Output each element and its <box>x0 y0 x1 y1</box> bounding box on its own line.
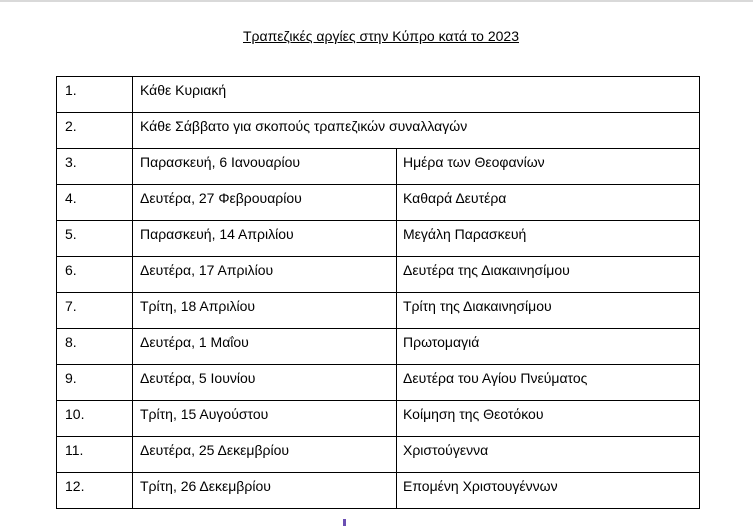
table-row <box>57 437 700 473</box>
row-number-cell <box>57 401 133 437</box>
holiday-name-cell <box>397 221 700 257</box>
row-number: 7. <box>65 298 77 314</box>
holiday-date: Δευτέρα, 27 Φεβρουαρίου <box>140 190 302 206</box>
holiday-name-cell <box>397 293 700 329</box>
holiday-name-cell <box>397 329 700 365</box>
holiday-name-cell <box>397 149 700 185</box>
row-number-cell <box>57 329 133 365</box>
row-number-cell <box>57 293 133 329</box>
row-number-cell <box>57 149 133 185</box>
table-row <box>57 149 700 185</box>
table-row <box>57 293 700 329</box>
holiday-description-cell <box>133 77 700 113</box>
row-number: 8. <box>65 334 77 350</box>
holiday-name-cell <box>397 365 700 401</box>
row-number-cell <box>57 437 133 473</box>
holiday-date-cell <box>133 185 397 221</box>
holiday-date: Τρίτη, 26 Δεκεμβρίου <box>140 478 271 494</box>
table-row <box>57 401 700 437</box>
table-row <box>57 221 700 257</box>
holiday-name: Χριστούγεννα <box>403 442 489 458</box>
holiday-name: Κοίμηση της Θεοτόκου <box>403 406 544 422</box>
holiday-date: Δευτέρα, 5 Ιουνίου <box>140 370 256 386</box>
holiday-description: Κάθε Κυριακή <box>140 82 227 98</box>
holiday-name-cell <box>397 401 700 437</box>
table-row <box>57 365 700 401</box>
holiday-date-cell <box>133 401 397 437</box>
holiday-date-cell <box>133 293 397 329</box>
holiday-name: Επομένη Χριστουγέννων <box>403 478 558 494</box>
holiday-date: Δευτέρα, 1 Μαΐου <box>140 334 249 350</box>
holiday-date-cell <box>133 221 397 257</box>
table-row <box>57 185 700 221</box>
holiday-name: Καθαρά Δευτέρα <box>403 190 507 206</box>
holiday-name: Ημέρα των Θεοφανίων <box>403 154 545 170</box>
holiday-date: Δευτέρα, 25 Δεκεμβρίου <box>140 442 290 458</box>
holidays-table <box>56 76 700 509</box>
holiday-name: Πρωτομαγιά <box>403 334 480 350</box>
row-number-cell <box>57 185 133 221</box>
holiday-date-cell <box>133 473 397 509</box>
row-number: 6. <box>65 262 77 278</box>
row-number-cell <box>57 77 133 113</box>
holiday-date: Τρίτη, 18 Απριλίου <box>140 298 256 314</box>
holiday-description-cell <box>133 113 700 149</box>
holiday-date-cell <box>133 257 397 293</box>
holiday-date: Παρασκευή, 6 Ιανουαρίου <box>140 154 301 170</box>
row-number: 9. <box>65 370 77 386</box>
holiday-date-cell <box>133 149 397 185</box>
table-row <box>57 329 700 365</box>
row-number-cell <box>57 221 133 257</box>
holiday-date-cell <box>133 437 397 473</box>
holiday-date: Τρίτη, 15 Αυγούστου <box>140 406 269 422</box>
page-title: Τραπεζικές αργίες στην Κύπρο κατά το 2023 <box>243 28 519 44</box>
table-row <box>57 113 700 149</box>
table-row <box>57 77 700 113</box>
row-number: 2. <box>65 118 77 134</box>
holiday-date-cell <box>133 329 397 365</box>
holiday-description: Κάθε Σάββατο για σκοπούς τραπεζικών συναλλαγών <box>140 118 468 134</box>
table-row <box>57 473 700 509</box>
row-number: 10. <box>65 406 85 422</box>
row-number: 5. <box>65 226 77 242</box>
holiday-name-cell <box>397 185 700 221</box>
row-number-cell <box>57 113 133 149</box>
row-number: 1. <box>65 82 77 98</box>
row-number: 3. <box>65 154 77 170</box>
row-number-cell <box>57 257 133 293</box>
row-number: 12. <box>65 478 85 494</box>
holiday-date: Παρασκευή, 14 Απριλίου <box>140 226 294 242</box>
holiday-name: Δευτέρα της Διακαινησίμου <box>403 262 570 278</box>
row-number-cell <box>57 473 133 509</box>
holiday-name-cell <box>397 473 700 509</box>
holiday-date-cell <box>133 365 397 401</box>
top-divider <box>0 0 753 2</box>
row-number-cell <box>57 365 133 401</box>
holiday-name-cell <box>397 257 700 293</box>
cursor-mark <box>343 519 346 526</box>
holiday-name: Δευτέρα του Αγίου Πνεύματος <box>403 370 588 386</box>
row-number: 11. <box>65 442 84 458</box>
holiday-name: Μεγάλη Παρασκευή <box>403 226 527 242</box>
row-number: 4. <box>65 190 77 206</box>
table-row <box>57 257 700 293</box>
holiday-name: Τρίτη της Διακαινησίμου <box>403 298 552 314</box>
holiday-name-cell <box>397 437 700 473</box>
holiday-date: Δευτέρα, 17 Απριλίου <box>140 262 274 278</box>
